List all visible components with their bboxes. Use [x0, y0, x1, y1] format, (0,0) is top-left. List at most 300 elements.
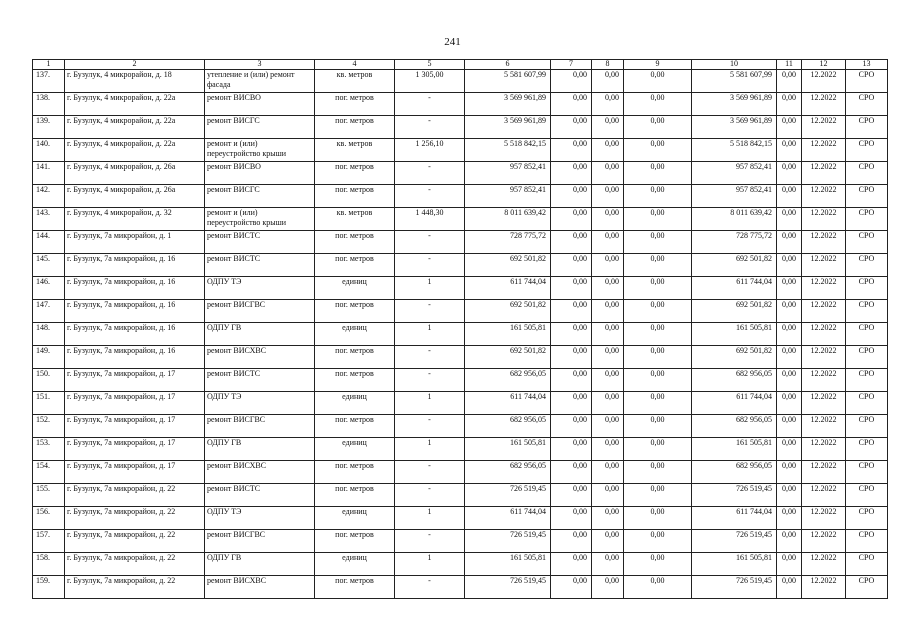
completion-date-cell: 12.2022: [802, 231, 846, 254]
cost-col11-cell: 0,00: [777, 530, 802, 553]
cost-col8-cell: 0,00: [592, 231, 624, 254]
funding-source-cell: СРО: [846, 553, 888, 576]
funding-source-cell: СРО: [846, 346, 888, 369]
quantity-cell: 1 448,30: [395, 208, 465, 231]
cost-col8-cell: 0,00: [592, 323, 624, 346]
address-cell: г. Бузулук, 4 микрорайон, д. 22а: [65, 139, 205, 162]
funding-source-cell: СРО: [846, 139, 888, 162]
cost-col8-cell: 0,00: [592, 530, 624, 553]
total-cost-cell: 692 501,82: [465, 300, 551, 323]
cost-col10-cell: 161 505,81: [692, 323, 777, 346]
table-row: [33, 231, 888, 254]
table-row: [33, 139, 888, 162]
total-cost-cell: 726 519,45: [465, 530, 551, 553]
address-cell: г. Бузулук, 7а микрорайон, д. 1: [65, 231, 205, 254]
unit-cell: пог. метров: [315, 346, 395, 369]
row-number-cell: 155.: [33, 484, 65, 507]
table-row: [33, 369, 888, 392]
total-cost-cell: 611 744,04: [465, 277, 551, 300]
row-number-cell: 143.: [33, 208, 65, 231]
work-type-cell: ОДПУ ГВ: [205, 553, 315, 576]
cost-col10-cell: 726 519,45: [692, 576, 777, 599]
cost-col11-cell: 0,00: [777, 139, 802, 162]
unit-cell: пог. метров: [315, 484, 395, 507]
column-header: 8: [592, 60, 624, 70]
funding-source-cell: СРО: [846, 392, 888, 415]
unit-cell: пог. метров: [315, 162, 395, 185]
funding-source-cell: СРО: [846, 369, 888, 392]
total-cost-cell: 692 501,82: [465, 346, 551, 369]
unit-cell: пог. метров: [315, 415, 395, 438]
row-number-cell: 157.: [33, 530, 65, 553]
total-cost-cell: 611 744,04: [465, 507, 551, 530]
total-cost-cell: 5 518 842,15: [465, 139, 551, 162]
column-header: 11: [777, 60, 802, 70]
cost-col8-cell: 0,00: [592, 415, 624, 438]
total-cost-cell: 5 581 607,99: [465, 70, 551, 93]
unit-cell: единиц: [315, 277, 395, 300]
table-row: [33, 93, 888, 116]
quantity-cell: -: [395, 346, 465, 369]
completion-date-cell: 12.2022: [802, 484, 846, 507]
column-header: 4: [315, 60, 395, 70]
total-cost-cell: 682 956,05: [465, 461, 551, 484]
cost-col11-cell: 0,00: [777, 461, 802, 484]
table-row: [33, 185, 888, 208]
quantity-cell: -: [395, 93, 465, 116]
cost-col8-cell: 0,00: [592, 346, 624, 369]
completion-date-cell: 12.2022: [802, 392, 846, 415]
address-cell: г. Бузулук, 7а микрорайон, д. 16: [65, 300, 205, 323]
row-number-cell: 159.: [33, 576, 65, 599]
cost-col8-cell: 0,00: [592, 139, 624, 162]
funding-source-cell: СРО: [846, 162, 888, 185]
unit-cell: единиц: [315, 438, 395, 461]
work-type-cell: ремонт ВИСТС: [205, 254, 315, 277]
funding-source-cell: СРО: [846, 507, 888, 530]
column-header: 1: [33, 60, 65, 70]
cost-col10-cell: 682 956,05: [692, 369, 777, 392]
cost-col8-cell: 0,00: [592, 553, 624, 576]
total-cost-cell: 726 519,45: [465, 576, 551, 599]
table-row: [33, 70, 888, 93]
cost-col8-cell: 0,00: [592, 208, 624, 231]
completion-date-cell: 12.2022: [802, 300, 846, 323]
funding-source-cell: СРО: [846, 323, 888, 346]
quantity-cell: -: [395, 185, 465, 208]
column-number-header-row: [33, 60, 888, 70]
cost-col7-cell: 0,00: [551, 208, 592, 231]
cost-col11-cell: 0,00: [777, 415, 802, 438]
funding-source-cell: СРО: [846, 116, 888, 139]
cost-col7-cell: 0,00: [551, 507, 592, 530]
cost-col7-cell: 0,00: [551, 576, 592, 599]
cost-col10-cell: 728 775,72: [692, 231, 777, 254]
cost-col11-cell: 0,00: [777, 277, 802, 300]
cost-col9-cell: 0,00: [624, 231, 692, 254]
cost-col8-cell: 0,00: [592, 507, 624, 530]
cost-col10-cell: 692 501,82: [692, 346, 777, 369]
completion-date-cell: 12.2022: [802, 277, 846, 300]
cost-col7-cell: 0,00: [551, 254, 592, 277]
row-number-cell: 141.: [33, 162, 65, 185]
row-number-cell: 148.: [33, 323, 65, 346]
cost-col7-cell: 0,00: [551, 323, 592, 346]
unit-cell: пог. метров: [315, 461, 395, 484]
cost-col10-cell: 611 744,04: [692, 277, 777, 300]
quantity-cell: 1: [395, 277, 465, 300]
cost-col7-cell: 0,00: [551, 438, 592, 461]
cost-col11-cell: 0,00: [777, 116, 802, 139]
completion-date-cell: 12.2022: [802, 576, 846, 599]
completion-date-cell: 12.2022: [802, 438, 846, 461]
cost-col10-cell: 726 519,45: [692, 530, 777, 553]
cost-col8-cell: 0,00: [592, 369, 624, 392]
unit-cell: пог. метров: [315, 231, 395, 254]
work-type-cell: ремонт ВИСГВС: [205, 415, 315, 438]
total-cost-cell: 682 956,05: [465, 415, 551, 438]
completion-date-cell: 12.2022: [802, 139, 846, 162]
completion-date-cell: 12.2022: [802, 254, 846, 277]
cost-col8-cell: 0,00: [592, 484, 624, 507]
cost-col8-cell: 0,00: [592, 93, 624, 116]
cost-col7-cell: 0,00: [551, 461, 592, 484]
unit-cell: пог. метров: [315, 116, 395, 139]
cost-col10-cell: 5 581 607,99: [692, 70, 777, 93]
cost-col11-cell: 0,00: [777, 346, 802, 369]
cost-col11-cell: 0,00: [777, 300, 802, 323]
cost-col9-cell: 0,00: [624, 139, 692, 162]
funding-source-cell: СРО: [846, 576, 888, 599]
cost-col10-cell: 611 744,04: [692, 392, 777, 415]
address-cell: г. Бузулук, 7а микрорайон, д. 22: [65, 576, 205, 599]
cost-col10-cell: 3 569 961,89: [692, 116, 777, 139]
row-number-cell: 146.: [33, 277, 65, 300]
row-number-cell: 158.: [33, 553, 65, 576]
cost-col7-cell: 0,00: [551, 70, 592, 93]
cost-col8-cell: 0,00: [592, 116, 624, 139]
cost-col7-cell: 0,00: [551, 346, 592, 369]
cost-col9-cell: 0,00: [624, 93, 692, 116]
address-cell: г. Бузулук, 7а микрорайон, д. 17: [65, 461, 205, 484]
work-type-cell: ремонт и (или) переустройство крыши: [205, 208, 315, 231]
page-number: 241: [444, 36, 461, 48]
quantity-cell: 1: [395, 507, 465, 530]
work-type-cell: ремонт и (или) переустройство крыши: [205, 139, 315, 162]
cost-col11-cell: 0,00: [777, 208, 802, 231]
cost-col7-cell: 0,00: [551, 369, 592, 392]
cost-col7-cell: 0,00: [551, 116, 592, 139]
work-type-cell: ремонт ВИСГВС: [205, 300, 315, 323]
table-row: [33, 530, 888, 553]
quantity-cell: -: [395, 530, 465, 553]
cost-col10-cell: 8 011 639,42: [692, 208, 777, 231]
address-cell: г. Бузулук, 4 микрорайон, д. 26а: [65, 162, 205, 185]
cost-col9-cell: 0,00: [624, 507, 692, 530]
cost-col8-cell: 0,00: [592, 277, 624, 300]
address-cell: г. Бузулук, 7а микрорайон, д. 17: [65, 415, 205, 438]
cost-col9-cell: 0,00: [624, 208, 692, 231]
table-body: [33, 70, 888, 599]
cost-col10-cell: 726 519,45: [692, 484, 777, 507]
work-type-cell: ремонт ВИСТС: [205, 484, 315, 507]
cost-col8-cell: 0,00: [592, 576, 624, 599]
row-number-cell: 152.: [33, 415, 65, 438]
row-number-cell: 142.: [33, 185, 65, 208]
cost-col8-cell: 0,00: [592, 438, 624, 461]
funding-source-cell: СРО: [846, 484, 888, 507]
cost-col10-cell: 692 501,82: [692, 254, 777, 277]
work-type-cell: ремонт ВИСХВС: [205, 576, 315, 599]
completion-date-cell: 12.2022: [802, 70, 846, 93]
address-cell: г. Бузулук, 4 микрорайон, д. 32: [65, 208, 205, 231]
quantity-cell: 1: [395, 323, 465, 346]
repair-schedule-table: [32, 59, 888, 599]
cost-col11-cell: 0,00: [777, 507, 802, 530]
cost-col10-cell: 3 569 961,89: [692, 93, 777, 116]
work-type-cell: ОДПУ ТЭ: [205, 392, 315, 415]
address-cell: г. Бузулук, 4 микрорайон, д. 22а: [65, 116, 205, 139]
completion-date-cell: 12.2022: [802, 116, 846, 139]
completion-date-cell: 12.2022: [802, 553, 846, 576]
unit-cell: единиц: [315, 323, 395, 346]
total-cost-cell: 3 569 961,89: [465, 93, 551, 116]
work-type-cell: утепление и (или) ремонт фасада: [205, 70, 315, 93]
column-header: 7: [551, 60, 592, 70]
unit-cell: единиц: [315, 553, 395, 576]
unit-cell: пог. метров: [315, 254, 395, 277]
cost-col9-cell: 0,00: [624, 484, 692, 507]
cost-col10-cell: 692 501,82: [692, 300, 777, 323]
funding-source-cell: СРО: [846, 438, 888, 461]
funding-source-cell: СРО: [846, 300, 888, 323]
cost-col7-cell: 0,00: [551, 553, 592, 576]
completion-date-cell: 12.2022: [802, 323, 846, 346]
total-cost-cell: 161 505,81: [465, 323, 551, 346]
cost-col11-cell: 0,00: [777, 369, 802, 392]
completion-date-cell: 12.2022: [802, 369, 846, 392]
table-row: [33, 576, 888, 599]
cost-col9-cell: 0,00: [624, 185, 692, 208]
work-type-cell: ОДПУ ТЭ: [205, 277, 315, 300]
cost-col11-cell: 0,00: [777, 162, 802, 185]
cost-col10-cell: 5 518 842,15: [692, 139, 777, 162]
total-cost-cell: 957 852,41: [465, 162, 551, 185]
funding-source-cell: СРО: [846, 415, 888, 438]
cost-col11-cell: 0,00: [777, 185, 802, 208]
total-cost-cell: 611 744,04: [465, 392, 551, 415]
funding-source-cell: СРО: [846, 231, 888, 254]
total-cost-cell: 161 505,81: [465, 438, 551, 461]
cost-col7-cell: 0,00: [551, 139, 592, 162]
table-row: [33, 346, 888, 369]
cost-col9-cell: 0,00: [624, 576, 692, 599]
cost-col9-cell: 0,00: [624, 553, 692, 576]
quantity-cell: 1 305,00: [395, 70, 465, 93]
total-cost-cell: 8 011 639,42: [465, 208, 551, 231]
row-number-cell: 145.: [33, 254, 65, 277]
cost-col7-cell: 0,00: [551, 93, 592, 116]
unit-cell: пог. метров: [315, 300, 395, 323]
cost-col10-cell: 161 505,81: [692, 553, 777, 576]
cost-col9-cell: 0,00: [624, 162, 692, 185]
completion-date-cell: 12.2022: [802, 530, 846, 553]
cost-col9-cell: 0,00: [624, 530, 692, 553]
total-cost-cell: 728 775,72: [465, 231, 551, 254]
cost-col11-cell: 0,00: [777, 323, 802, 346]
funding-source-cell: СРО: [846, 277, 888, 300]
work-type-cell: ОДПУ ТЭ: [205, 507, 315, 530]
work-type-cell: ремонт ВИСГС: [205, 116, 315, 139]
cost-col8-cell: 0,00: [592, 461, 624, 484]
cost-col9-cell: 0,00: [624, 323, 692, 346]
cost-col9-cell: 0,00: [624, 346, 692, 369]
cost-col10-cell: 161 505,81: [692, 438, 777, 461]
cost-col11-cell: 0,00: [777, 576, 802, 599]
table-row: [33, 507, 888, 530]
cost-col9-cell: 0,00: [624, 461, 692, 484]
address-cell: г. Бузулук, 7а микрорайон, д. 22: [65, 553, 205, 576]
table-row: [33, 323, 888, 346]
unit-cell: кв. метров: [315, 208, 395, 231]
address-cell: г. Бузулук, 7а микрорайон, д. 22: [65, 507, 205, 530]
cost-col8-cell: 0,00: [592, 70, 624, 93]
cost-col8-cell: 0,00: [592, 185, 624, 208]
funding-source-cell: СРО: [846, 461, 888, 484]
row-number-cell: 147.: [33, 300, 65, 323]
funding-source-cell: СРО: [846, 254, 888, 277]
cost-col7-cell: 0,00: [551, 392, 592, 415]
cost-col9-cell: 0,00: [624, 116, 692, 139]
table-row: [33, 438, 888, 461]
work-type-cell: ремонт ВИСТС: [205, 369, 315, 392]
work-type-cell: ремонт ВИСГС: [205, 185, 315, 208]
table-row: [33, 277, 888, 300]
unit-cell: пог. метров: [315, 185, 395, 208]
column-header: 9: [624, 60, 692, 70]
address-cell: г. Бузулук, 4 микрорайон, д. 18: [65, 70, 205, 93]
quantity-cell: 1: [395, 438, 465, 461]
unit-cell: единиц: [315, 392, 395, 415]
total-cost-cell: 682 956,05: [465, 369, 551, 392]
table-row: [33, 254, 888, 277]
unit-cell: пог. метров: [315, 93, 395, 116]
quantity-cell: -: [395, 415, 465, 438]
cost-col9-cell: 0,00: [624, 277, 692, 300]
funding-source-cell: СРО: [846, 530, 888, 553]
cost-col7-cell: 0,00: [551, 185, 592, 208]
total-cost-cell: 957 852,41: [465, 185, 551, 208]
cost-col11-cell: 0,00: [777, 392, 802, 415]
cost-col7-cell: 0,00: [551, 530, 592, 553]
cost-col7-cell: 0,00: [551, 300, 592, 323]
cost-col8-cell: 0,00: [592, 300, 624, 323]
address-cell: г. Бузулук, 7а микрорайон, д. 16: [65, 323, 205, 346]
total-cost-cell: 3 569 961,89: [465, 116, 551, 139]
completion-date-cell: 12.2022: [802, 461, 846, 484]
cost-col9-cell: 0,00: [624, 415, 692, 438]
cost-col11-cell: 0,00: [777, 70, 802, 93]
quantity-cell: -: [395, 484, 465, 507]
total-cost-cell: 161 505,81: [465, 553, 551, 576]
work-type-cell: ОДПУ ГВ: [205, 438, 315, 461]
unit-cell: единиц: [315, 507, 395, 530]
column-header: 6: [465, 60, 551, 70]
completion-date-cell: 12.2022: [802, 185, 846, 208]
table-row: [33, 392, 888, 415]
table-row: [33, 208, 888, 231]
cost-col10-cell: 611 744,04: [692, 507, 777, 530]
work-type-cell: ремонт ВИСТС: [205, 231, 315, 254]
work-type-cell: ремонт ВИСХВС: [205, 461, 315, 484]
total-cost-cell: 726 519,45: [465, 484, 551, 507]
cost-col7-cell: 0,00: [551, 484, 592, 507]
quantity-cell: -: [395, 300, 465, 323]
row-number-cell: 149.: [33, 346, 65, 369]
row-number-cell: 151.: [33, 392, 65, 415]
table-row: [33, 415, 888, 438]
cost-col9-cell: 0,00: [624, 300, 692, 323]
quantity-cell: 1: [395, 553, 465, 576]
address-cell: г. Бузулук, 4 микрорайон, д. 26а: [65, 185, 205, 208]
unit-cell: пог. метров: [315, 530, 395, 553]
unit-cell: кв. метров: [315, 70, 395, 93]
column-header: 3: [205, 60, 315, 70]
quantity-cell: -: [395, 116, 465, 139]
cost-col7-cell: 0,00: [551, 162, 592, 185]
address-cell: г. Бузулук, 7а микрорайон, д. 22: [65, 530, 205, 553]
column-header: 5: [395, 60, 465, 70]
work-type-cell: ОДПУ ГВ: [205, 323, 315, 346]
cost-col9-cell: 0,00: [624, 70, 692, 93]
cost-col7-cell: 0,00: [551, 415, 592, 438]
unit-cell: кв. метров: [315, 139, 395, 162]
row-number-cell: 153.: [33, 438, 65, 461]
cost-col10-cell: 682 956,05: [692, 461, 777, 484]
quantity-cell: -: [395, 162, 465, 185]
table-row: [33, 162, 888, 185]
work-type-cell: ремонт ВИСВО: [205, 162, 315, 185]
table-row: [33, 116, 888, 139]
cost-col8-cell: 0,00: [592, 392, 624, 415]
cost-col11-cell: 0,00: [777, 254, 802, 277]
address-cell: г. Бузулук, 7а микрорайон, д. 17: [65, 438, 205, 461]
column-header: 13: [846, 60, 888, 70]
cost-col7-cell: 0,00: [551, 231, 592, 254]
address-cell: г. Бузулук, 7а микрорайон, д. 16: [65, 346, 205, 369]
work-type-cell: ремонт ВИСВО: [205, 93, 315, 116]
cost-col9-cell: 0,00: [624, 254, 692, 277]
address-cell: г. Бузулук, 4 микрорайон, д. 22а: [65, 93, 205, 116]
row-number-cell: 144.: [33, 231, 65, 254]
quantity-cell: -: [395, 576, 465, 599]
row-number-cell: 138.: [33, 93, 65, 116]
work-type-cell: ремонт ВИСХВС: [205, 346, 315, 369]
unit-cell: пог. метров: [315, 369, 395, 392]
column-header: 12: [802, 60, 846, 70]
quantity-cell: -: [395, 231, 465, 254]
total-cost-cell: 692 501,82: [465, 254, 551, 277]
column-header: 2: [65, 60, 205, 70]
table-row: [33, 553, 888, 576]
quantity-cell: -: [395, 254, 465, 277]
cost-col11-cell: 0,00: [777, 93, 802, 116]
cost-col11-cell: 0,00: [777, 484, 802, 507]
quantity-cell: -: [395, 369, 465, 392]
completion-date-cell: 12.2022: [802, 208, 846, 231]
completion-date-cell: 12.2022: [802, 162, 846, 185]
funding-source-cell: СРО: [846, 208, 888, 231]
